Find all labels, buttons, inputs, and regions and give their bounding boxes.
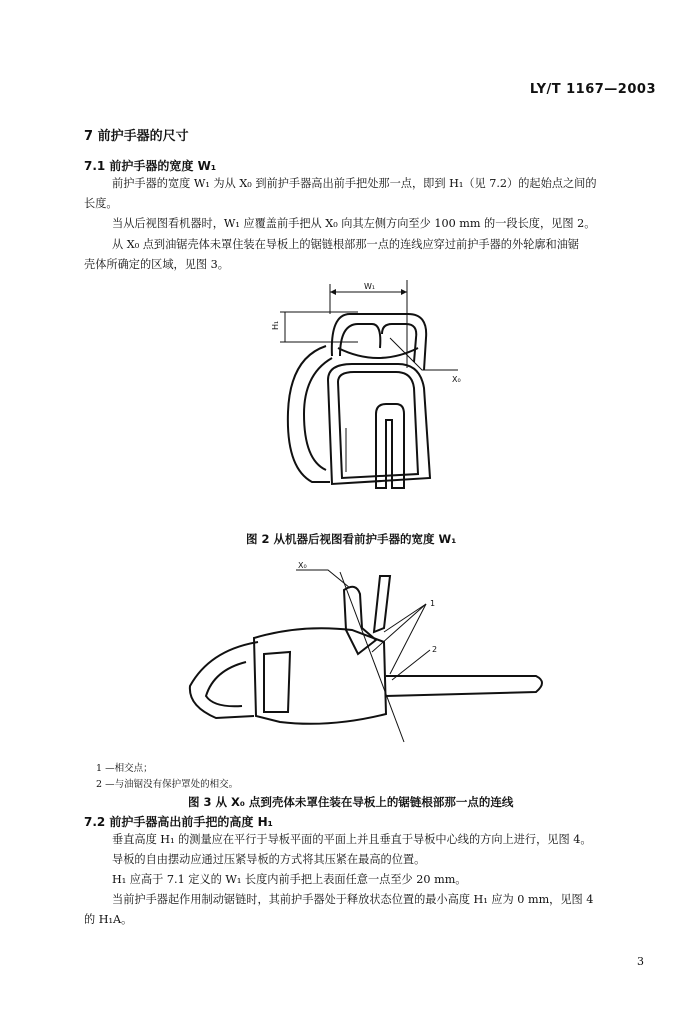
s71-paragraph-1-line-1: 前护手器的宽度 W₁ 为从 X₀ 到前护手器高出前手把处那一点，即到 H₁（见 7.2）的起始点之间的	[112, 177, 597, 190]
figure-3-side-view-diagram	[180, 558, 560, 746]
w1-label: W₁	[364, 282, 376, 291]
s71-paragraph-2: 当从后视图看机器时，W₁ 应覆盖前手把从 X₀ 向其左侧方向至少 100 mm 的一段长度，见图 2。	[112, 217, 596, 230]
housing-inner-panel	[338, 372, 418, 478]
figure-3-caption: 图 3 从 X₀ 点到壳体未罩住装在导板上的锯链根部那一点的连线	[188, 795, 514, 809]
standard-number: LY/T 1167—2003	[529, 82, 656, 97]
legend-item-1: 1 —相交点；	[96, 763, 153, 774]
fig3-guide-bar	[386, 676, 542, 696]
page-number: 3	[637, 955, 644, 968]
fig3-leader-1b	[372, 604, 426, 652]
s72-paragraph-1: 垂直高度 H₁ 的测量应在平行于导板平面的平面上并且垂直于导板中心线的方向上进行，见图 4。	[112, 833, 592, 846]
s72-paragraph-4-line-2: 的 H₁A。	[84, 913, 133, 926]
front-handle-outer	[288, 346, 330, 482]
s71-paragraph-3-line-2: 壳体所确定的区域，见图 3。	[84, 258, 229, 271]
fig3-front-handle	[374, 576, 390, 632]
fig3-leader-1a	[384, 604, 426, 632]
fig3-housing-panel	[264, 652, 290, 712]
fig3-x0-label: X₀	[298, 561, 307, 570]
section-7-2-heading: 7.2 前护手器高出前手把的高度 H₁	[84, 815, 273, 829]
fig3-leader-1c	[390, 604, 426, 674]
guard-lower-edge	[338, 348, 418, 358]
fig3-rear-handle-inner	[206, 662, 246, 706]
guard-right-lobe	[382, 324, 416, 362]
s71-paragraph-1-line-2: 长度。	[84, 197, 118, 210]
s72-paragraph-3: H₁ 应高于 7.1 定义的 W₁ 长度内前手把上表面任意一点至少 20 mm。	[112, 873, 467, 886]
h1-label: H₁	[271, 320, 280, 330]
section-7-1-heading: 7.1 前护手器的宽度 W₁	[84, 159, 217, 173]
legend-item-2: 2 —与油锯没有保护罩处的相交。	[96, 779, 239, 790]
fig3-hand-guard	[344, 587, 376, 654]
fig3-rear-handle-outer	[190, 642, 258, 718]
fig3-label-2: 2	[432, 645, 438, 654]
s72-paragraph-4-line-1: 当前护手器起作用制动锯链时，其前护手器处于释放状态位置的最小高度 H₁ 应为 0 mm，见图 4	[112, 893, 594, 906]
section-7-heading: 7 前护手器的尺寸	[84, 129, 189, 144]
s71-paragraph-3-line-1: 从 X₀ 点到油锯壳体未罩住装在导板上的锯链根部那一点的连线应穿过前护手器的外轮廓和油锯	[112, 238, 580, 251]
figure-2-caption: 图 2 从机器后视图看前护手器的宽度 W₁	[246, 532, 457, 546]
x0-label: X₀	[452, 375, 461, 384]
fig3-label-1: 1	[430, 599, 436, 608]
fig3-x0-leader	[296, 570, 350, 588]
figure-2-rear-view-diagram	[268, 278, 478, 500]
s72-paragraph-2: 导板的自由摆动应通过压紧导板的方式将其压紧在最高的位置。	[112, 853, 426, 866]
